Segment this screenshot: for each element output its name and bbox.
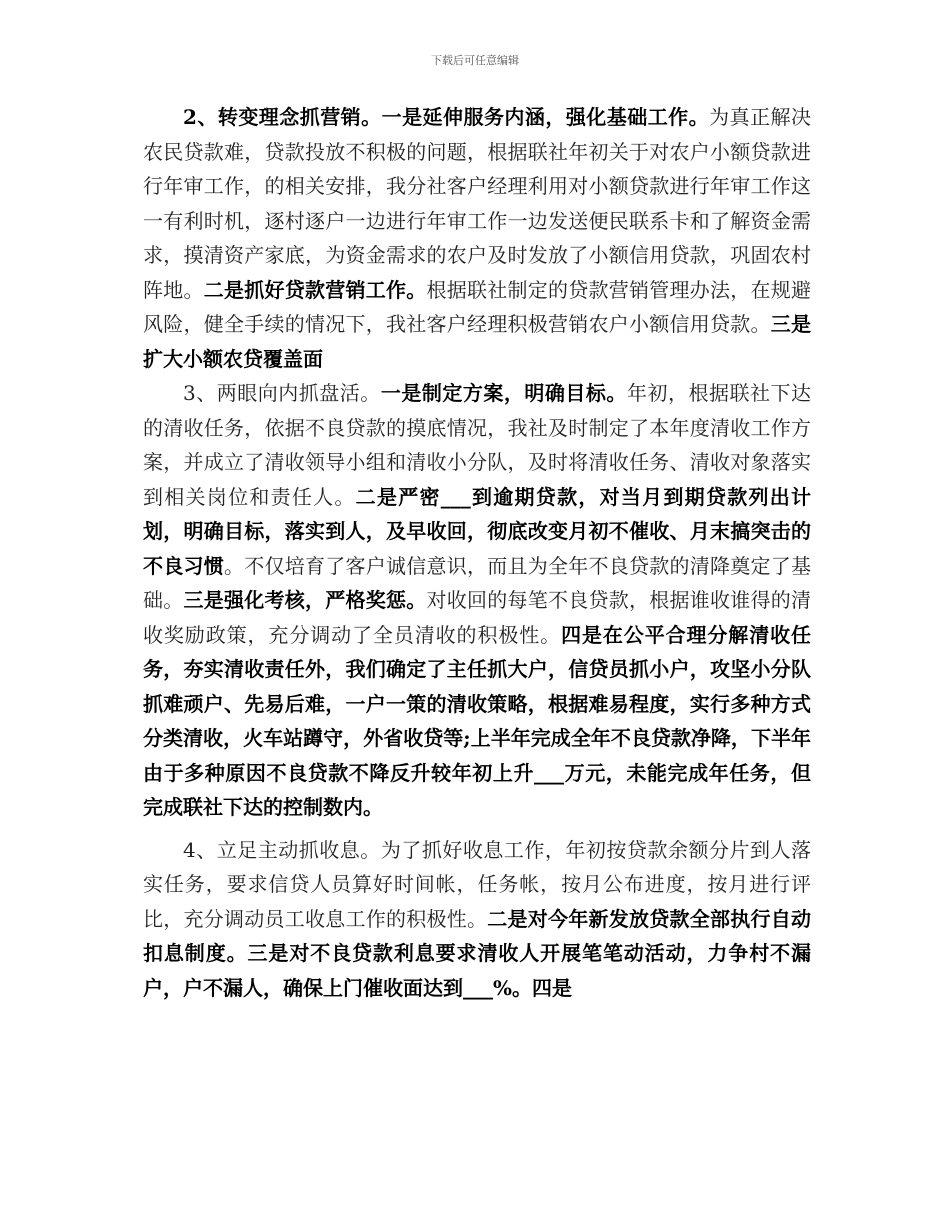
paragraph-recovery xyxy=(143,376,811,825)
text: 。不仅培育了客户诚信意识，而且为全年不良贷款的清降奠定了基础。 xyxy=(143,553,811,612)
point-2: 二是严密___到逾期贷款，对当月到期贷款列出计划，明确目标，落实到人，及早收回，彻底改变月初不催收、月末搞突击的不良习惯 xyxy=(143,484,812,578)
text: 为了抓好收息工作，年初按贷款余额分片到人落实任务，要求信贷人员算好时间帐，任务帐，按月公布进度，按月进行评比，充分调动员工收息工作的积极性。 xyxy=(143,837,812,931)
point-2: 二是抓好贷款营销工作。 xyxy=(203,277,427,302)
text: 根据联社制定的贷款营销管理办法，在规避风险，健全手续的情况下，我社客户经理积极营销农户小额信用贷款。 xyxy=(143,277,811,336)
document-body xyxy=(143,100,811,1005)
paragraph-marketing xyxy=(143,100,811,376)
point-1: 一是延伸服务内涵，强化基础工作。 xyxy=(381,105,710,129)
heading-interest: 4、立足主动抓收息。 xyxy=(183,837,381,862)
heading-marketing: 2、转变理念抓营销。 xyxy=(183,105,382,129)
text: 为真正解决农民贷款难，贷款投放不积极的问题，根据联社年初关于对农户小额贷款进行年审工作，的相关安排，我分社客户经理利用对小额贷款进行年审工作这一有利时机，逐村逐户一边进行年审工作一边发送便民联系卡和了解资金需求，摸清资产家底，为资金需求的农户及时发放了小额信用贷款，巩固农村阵地。 xyxy=(143,105,812,302)
points-2-4: 二是对今年新发放贷款全部执行自动扣息制度。三是对不良贷款利息要求清收人开展笔笔动活动，力争村不漏户，户不漏人，确保上门催收面达到___%。四是 xyxy=(143,906,811,1000)
text: 对收回的每笔不良贷款，根据谁收谁得的清收奖励政策，充分调动了全员清收的积极性。 xyxy=(143,588,811,647)
point-3: 三是强化考核，严格奖惩。 xyxy=(183,588,427,612)
point-3: 三是扩大小额农贷覆盖面 xyxy=(143,312,811,371)
text: 年初，根据联社下达的清收任务，依据不良贷款的摸底情况，我社及时制定了本年度清收工作方案，并成立了清收领导小组和清收小分队，及时将清收任务、清收对象落实到相关岗位和责任人。 xyxy=(143,381,812,509)
point-4: 四是在公平合理分解清收任务，夯实清收责任外，我们确定了主任抓大户，信贷员抓小户，攻坚小分队抓难顽户、先易后难，一户一策的清收策略，根据难易程度，实行多种方式分类清收，火车站蹲守，外省收贷等;上半年完成全年不良贷款净降，下半年由于多种原因不良贷款不降反升较年初上升___万元，未能完成年任务，但完成联社下达的控制数内。 xyxy=(143,622,812,819)
page-header: 下载后可任意编辑 xyxy=(431,54,519,67)
point-1: 一是制定方案，明确目标。 xyxy=(380,381,627,405)
paragraph-interest xyxy=(143,833,811,1006)
heading-recovery: 3、两眼向内抓盘活。 xyxy=(183,381,381,405)
